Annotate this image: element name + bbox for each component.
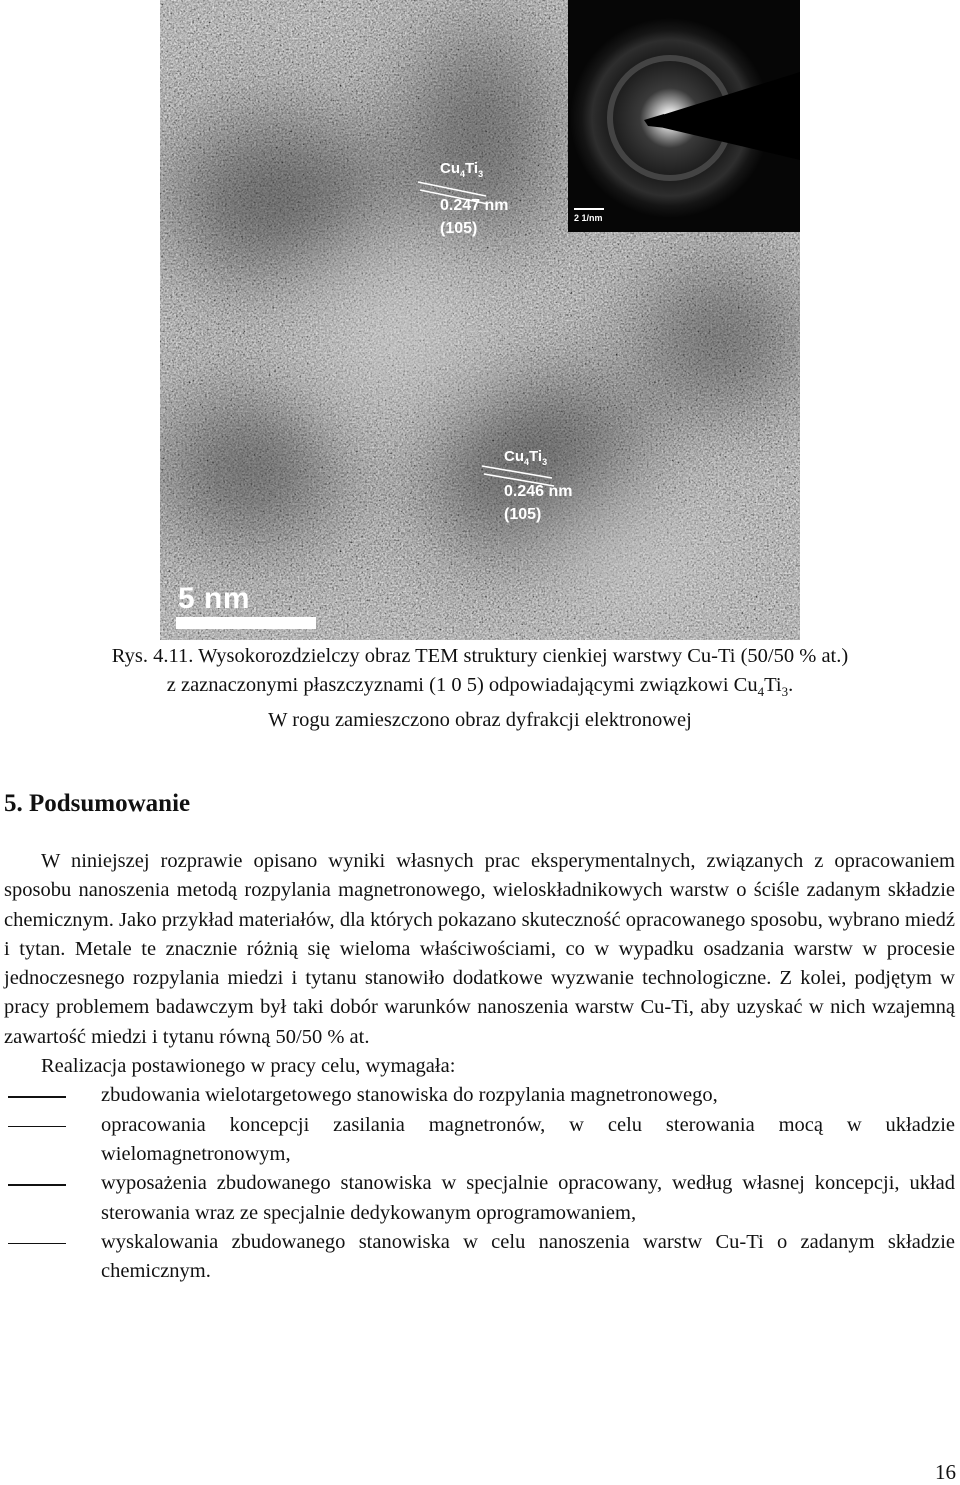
section-title: 5. Podsumowanie xyxy=(4,790,191,817)
phase-label: $Cu_4Ti_3$ xyxy=(504,448,548,467)
list-item: opracowania koncepcji zasilania magnetronów, w celu sterowania mocą w układzie wielomagnetronowym, xyxy=(101,1113,955,1165)
d-spacing-value: 0.247 nm xyxy=(440,197,509,215)
diffraction-inset xyxy=(568,0,800,232)
phase-label: $Cu_4Ti_3$ xyxy=(440,160,484,179)
tem-figure xyxy=(160,0,800,640)
caption-line-1: Rys. 4.11. Wysokorozdzielczy obraz TEM struktury cienkiej warstwy Cu-Ti (50/50 % at.) xyxy=(111,645,849,667)
paragraph-2: Realizacja postawionego w pracy celu, wymagała: xyxy=(41,1055,456,1078)
caption-line-2: z zaznaczonymi płaszczyznami (1 0 5) odpowiadającymi związkowi $Cu_4Ti_3$. xyxy=(166,674,794,700)
plane-index: (105) xyxy=(440,219,478,237)
list-item: wyskalowania zbudowanego stanowiska w celu nanoszenia warstw Cu-Ti o zadanym składzie chemicznym. xyxy=(101,1230,955,1283)
phase-annotation-2 xyxy=(504,448,572,524)
phase-annotation-1 xyxy=(440,160,508,238)
d-spacing-value: 0.246 nm xyxy=(504,483,573,501)
diffraction-pattern xyxy=(568,0,800,232)
section-body xyxy=(4,847,955,1286)
plane-index: (105) xyxy=(504,505,542,523)
figure-caption xyxy=(0,642,960,735)
inset-scale-label: 2 1/nm xyxy=(574,213,603,223)
list-item: wyposażenia zbudowanego stanowiska w specjalnie opracowany, według własnej koncepcji, układ sterowania wraz ze specjalnie dedykowanym oprogramowaniem, xyxy=(101,1172,955,1224)
paragraph-1: W niniejszej rozprawie opisano wyniki własnych prac eksperymentalnych, związanych z opracowaniem sposobu nanoszenia metodą rozpylania magnetronowego, wieloskładnikowych warstw o ściśle zadanym składzie chemicznym. Jako przykład materiałów, dla których pokazano skuteczność opracowanego sposobu, wybrano miedź i tytan. Metale te znacznie różnią się wieloma właściwościami, co w wypadku osadzania warstw w procesie jednoczesnego rozpylania miedzi i tytanu stanowiło dodatkowe wyzwanie technologiczne. Z kolei, podjętym w pracy problemem badawczym był taki dobór warunków nanoszenia warstw Cu-Ti, aby uzyskać w nich wzajemną zawartość miedzi i tytanu równą 50/50 % at. xyxy=(4,850,955,1048)
list-item: zbudowania wielotargetowego stanowiska do rozpylania magnetronowego, xyxy=(101,1084,718,1107)
caption-line-3: W rogu zamieszczono obraz dyfrakcji elektronowej xyxy=(268,709,692,732)
inset-scale-bar xyxy=(574,208,604,210)
scale-bar-label: 5 nm xyxy=(178,582,251,615)
page-number: 16 xyxy=(935,1460,956,1484)
requirements-list xyxy=(4,1081,955,1286)
scale-bar xyxy=(176,617,316,629)
